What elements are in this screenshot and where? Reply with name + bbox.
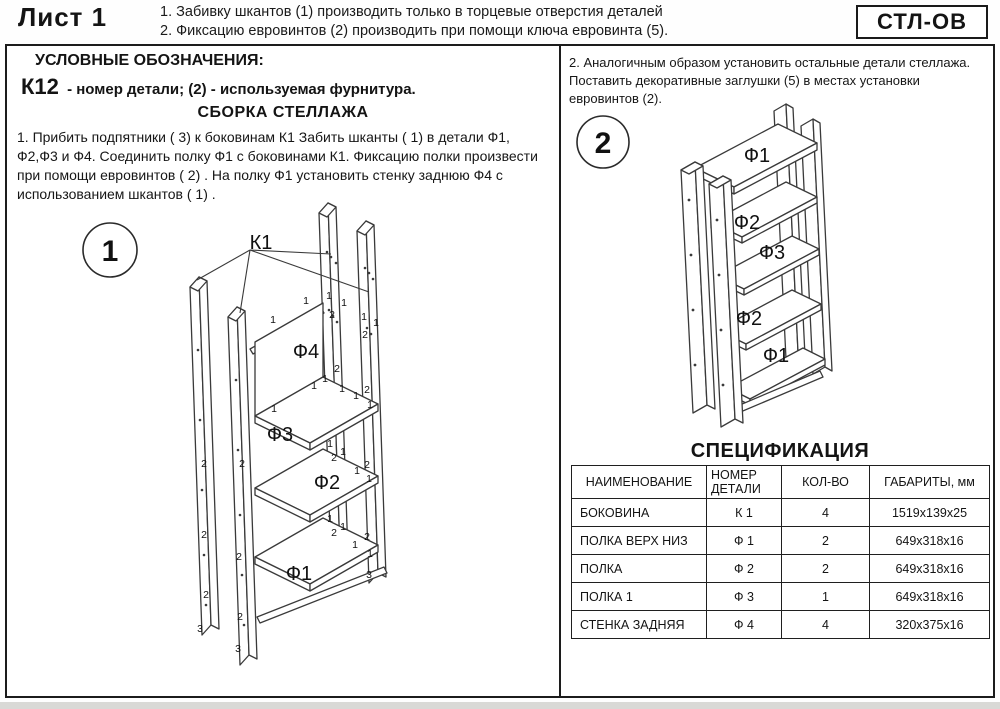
- spec-title: СПЕЦИФИКАЦИЯ: [690, 440, 870, 462]
- table-cell: 1: [782, 583, 870, 611]
- fastener-callout: 2: [331, 527, 337, 539]
- spec-table: [571, 465, 990, 639]
- panel-step1: [7, 46, 561, 696]
- step-number-2: 2: [594, 127, 612, 160]
- fastener-callout: 1: [326, 290, 332, 302]
- fastener-callout: 2: [331, 452, 337, 464]
- header: [0, 0, 1000, 44]
- table-cell: Ф 2: [707, 555, 782, 583]
- fastener-callout: 3: [197, 623, 203, 635]
- fastener-callout: 3: [235, 643, 241, 655]
- table-cell: 4: [782, 499, 870, 527]
- page-title: Лист 1: [18, 2, 108, 32]
- assembly-diagram-assembled: [561, 100, 991, 446]
- part-label-f1: Ф1: [285, 563, 313, 585]
- table-cell: 1519х139х25: [870, 499, 990, 527]
- fastener-callout: 2: [239, 458, 245, 470]
- legend-title: УСЛОВНЫЕ ОБОЗНАЧЕНИЯ:: [35, 52, 264, 69]
- part-label-f4: Ф4: [292, 341, 320, 363]
- step2-instructions: 2. Аналогичным образом установить остальные детали стеллажа. Поставить декоративные заглушки (5) в местах установки евровинтов (2).: [569, 55, 971, 106]
- legend-key: К12: [21, 74, 59, 99]
- fastener-callout: 1: [270, 314, 276, 326]
- table-cell: Ф 3: [707, 583, 782, 611]
- shelf-label-f3: Ф3: [758, 242, 786, 264]
- column-header-name: НАИМЕНОВАНИЕ: [572, 466, 707, 499]
- fastener-callout: 2: [362, 329, 368, 341]
- spec-table-body: [572, 499, 990, 639]
- shelf-label-bottom-f1: Ф1: [762, 345, 790, 367]
- table-cell: БОКОВИНА: [572, 499, 707, 527]
- fastener-callout: 1: [366, 473, 372, 485]
- fastener-callout: 1: [322, 373, 328, 385]
- fastener-callout: 2: [334, 363, 340, 375]
- step-number-1: 1: [101, 235, 119, 268]
- table-row: [572, 499, 990, 527]
- table-row: [572, 527, 990, 555]
- fastener-callout: 1: [361, 311, 367, 323]
- fastener-callout: 2: [201, 529, 207, 541]
- fastener-callout: 1: [353, 390, 359, 402]
- fastener-callout: 1: [367, 548, 373, 560]
- assembly-diagram-exploded: [7, 185, 559, 698]
- part-label-f2: Ф2: [313, 472, 341, 494]
- fastener-callout: 3: [366, 569, 372, 581]
- table-cell: ПОЛКА ВЕРХ НИЗ: [572, 527, 707, 555]
- part-label-k1: К1: [249, 232, 273, 254]
- step1-instructions: 1. Прибить подпятники ( 3) к боковинам К1 Забить шканты ( 1) в детали Ф1, Ф2,Ф3 и Ф4. Соединить полку Ф1 с боковинами К1. Фиксацию полки произвести при помощи евровинтов ( 2) . На полку Ф1 установить стенку заднюю Ф4 с использованием шкантов ( 1) .: [17, 129, 538, 202]
- shelf-label-f2-upper: Ф2: [733, 212, 761, 234]
- fastener-callout: 1: [339, 383, 345, 395]
- fastener-callout: 2: [237, 611, 243, 623]
- table-cell: 649х318х16: [870, 555, 990, 583]
- table-cell: СТЕНКА ЗАДНЯЯ: [572, 611, 707, 639]
- table-row: [572, 583, 990, 611]
- fastener-callout: 1: [354, 465, 360, 477]
- step-number-badge-2: [577, 116, 629, 168]
- fastener-callout: 1: [352, 539, 358, 551]
- fastener-callout: 1: [327, 438, 333, 450]
- table-row: [572, 555, 990, 583]
- table-row: [572, 611, 990, 639]
- fastener-callout: 1: [327, 513, 333, 525]
- fastener-callout: 1: [311, 380, 317, 392]
- column-header-quantity: КОЛ-ВО: [782, 466, 870, 499]
- shelf-label-f2-lower: Ф2: [735, 308, 763, 330]
- table-cell: ПОЛКА 1: [572, 583, 707, 611]
- legend-line: [21, 74, 559, 100]
- doc-code-box: СТЛ-ОВ: [856, 5, 988, 39]
- fastener-callout: 1: [340, 446, 346, 458]
- header-note-1: 1. Забивку шкантов (1) производить только в торцевые отверстия деталей: [160, 4, 663, 20]
- shelf-label-top-f1: Ф1: [743, 145, 771, 167]
- table-cell: 649х318х16: [870, 583, 990, 611]
- step-number-badge-1: [83, 223, 137, 277]
- fastener-callout: 2: [364, 459, 370, 471]
- fastener-callout: 2: [201, 458, 207, 470]
- table-cell: 2: [782, 555, 870, 583]
- column-header-part-number: НОМЕР ДЕТАЛИ: [707, 466, 782, 499]
- fastener-callout: 1: [367, 399, 373, 411]
- table-cell: Ф 1: [707, 527, 782, 555]
- fastener-callout: 2: [364, 531, 370, 543]
- legend-key-description: - номер детали; (2) - используемая фурнитура.: [67, 81, 416, 98]
- fastener-callout: 1: [303, 295, 309, 307]
- panel-step2: [561, 46, 993, 696]
- spec-table-header-row: [572, 466, 990, 499]
- table-cell: 320х375х16: [870, 611, 990, 639]
- fastener-callout: 1: [271, 403, 277, 415]
- fastener-callout: 2: [236, 551, 242, 563]
- header-notes: [160, 3, 740, 41]
- header-note-2: 2. Фиксацию евровинтов (2) производить при помощи ключа евровинта (5).: [160, 23, 669, 39]
- table-cell: 2: [782, 527, 870, 555]
- fastener-callout: 1: [341, 297, 347, 309]
- fastener-callout: 1: [373, 317, 379, 329]
- fastener-callout: 1: [340, 521, 346, 533]
- table-cell: 4: [782, 611, 870, 639]
- table-cell: ПОЛКА: [572, 555, 707, 583]
- part-label-f3: Ф3: [266, 424, 294, 446]
- section-title: СБОРКА СТЕЛЛАЖА: [197, 104, 369, 121]
- column-header-dimensions: ГАБАРИТЫ, мм: [870, 466, 990, 499]
- fastener-callout: 2: [364, 384, 370, 396]
- fastener-callout: 2: [329, 309, 335, 321]
- table-cell: 649х318х16: [870, 527, 990, 555]
- table-cell: К 1: [707, 499, 782, 527]
- main-frame: [5, 44, 995, 698]
- fastener-callout: 2: [203, 589, 209, 601]
- table-cell: Ф 4: [707, 611, 782, 639]
